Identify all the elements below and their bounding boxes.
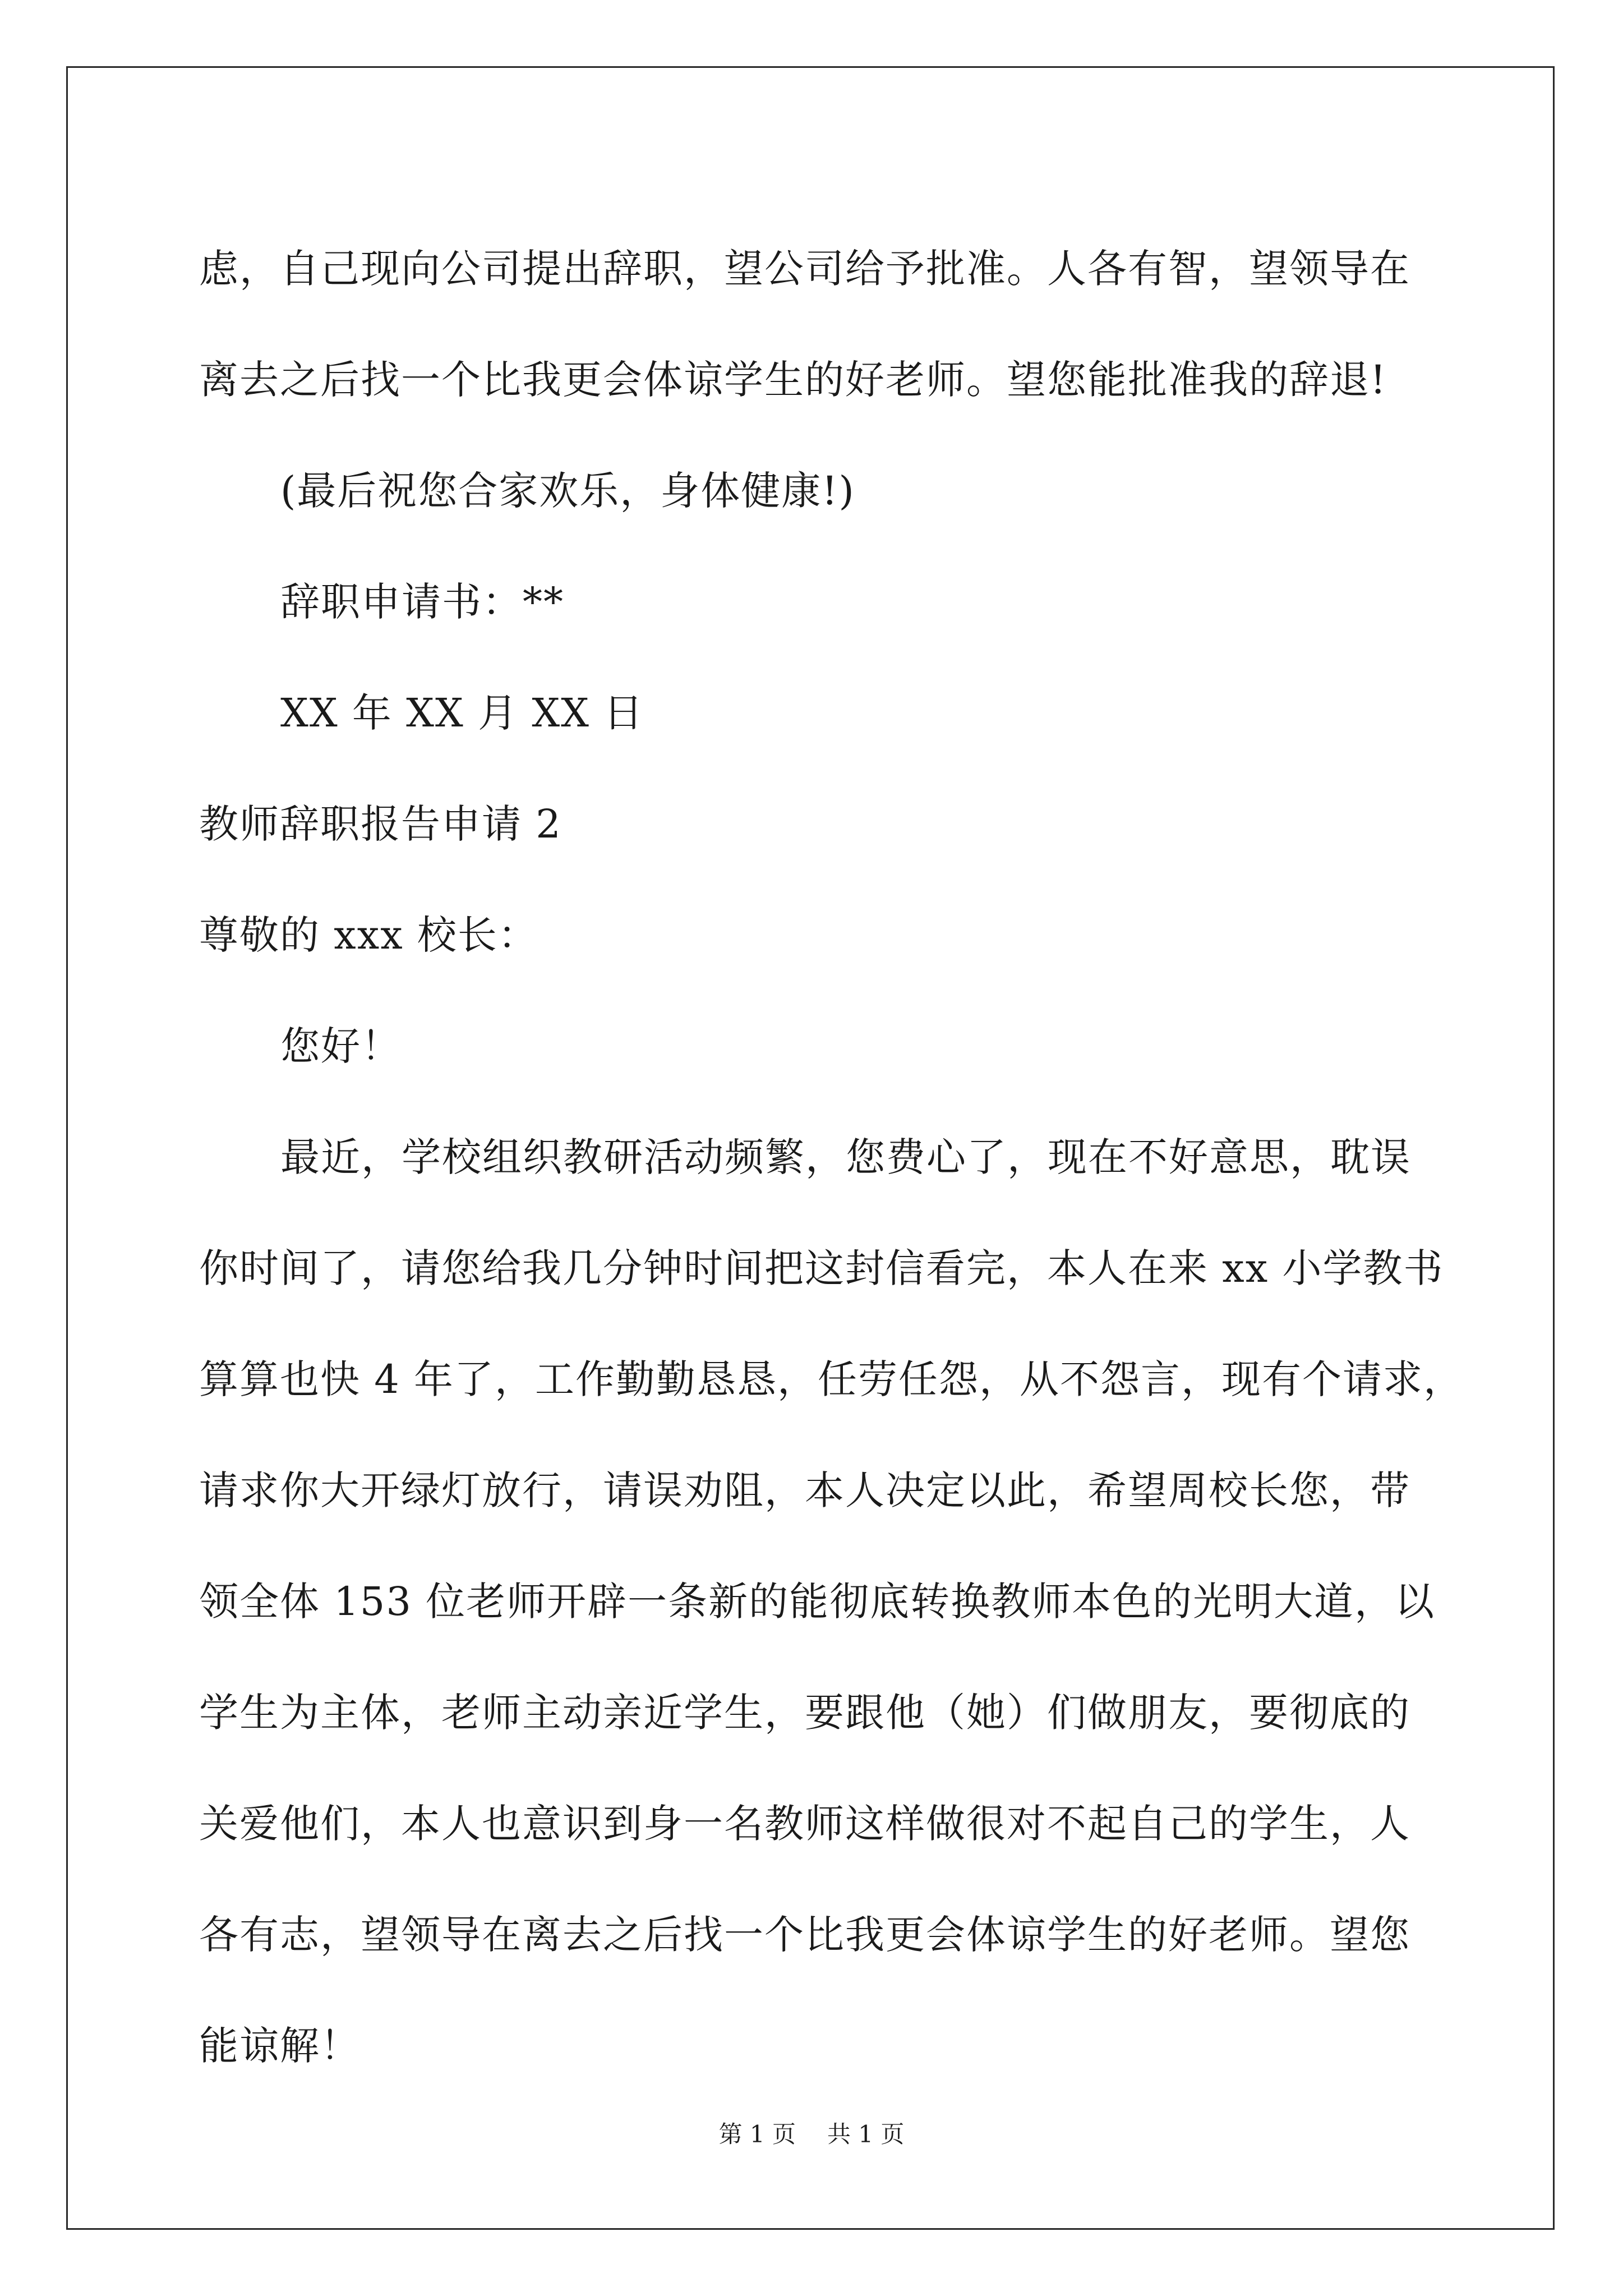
body-line: 最近，学校组织教研活动频繁，您费心了，现在不好意思，耽误 — [280, 1134, 1411, 1180]
date-line: XX 年 XX 月 XX 日 — [280, 690, 644, 736]
closing-wish: (最后祝您合家欢乐，身体健康!) — [280, 468, 855, 514]
section-heading: 教师辞职报告申请 2 — [199, 801, 562, 847]
body-line: 你时间了，请您给我几分钟时间把这封信看完，本人在来 xx 小学教书 — [199, 1245, 1444, 1291]
body-line: 请求你大开绿灯放行，请误劝阻，本人决定以此，希望周校长您，带 — [199, 1467, 1410, 1513]
body-line: 各有志，望领导在离去之后找一个比我更会体谅学生的好老师。望您 — [199, 1912, 1410, 1958]
body-line: 能谅解！ — [199, 2023, 361, 2069]
body-line: 领全体 153 位老师开辟一条新的能彻底转换教师本色的光明大道，以 — [199, 1579, 1436, 1625]
body-line: 学生为主体，老师主动亲近学生，要跟他（她）们做朋友，要彻底的 — [199, 1690, 1410, 1736]
salutation: 尊敬的 xxx 校长： — [199, 912, 538, 958]
page-footer — [0, 2118, 1623, 2151]
body-line: 算算也快 4 年了，工作勤勤恳恳，任劳任怨，从不怨言，现有个请求， — [199, 1356, 1464, 1402]
body-line: 离去之后找一个比我更会体谅学生的好老师。望您能批准我的辞退! — [199, 357, 1387, 403]
signature-line: 辞职申请书：** — [280, 579, 564, 625]
page-number: 第 1 页 — [718, 2120, 796, 2148]
page-total: 共 1 页 — [827, 2120, 905, 2148]
document-body — [199, 213, 1464, 2101]
body-line: 虑，自己现向公司提出辞职，望公司给予批准。人各有智，望领导在 — [199, 246, 1410, 292]
greeting: 您好！ — [280, 1023, 402, 1069]
body-line: 关爱他们，本人也意识到身一名教师这样做很对不起自己的学生，人 — [199, 1801, 1410, 1847]
